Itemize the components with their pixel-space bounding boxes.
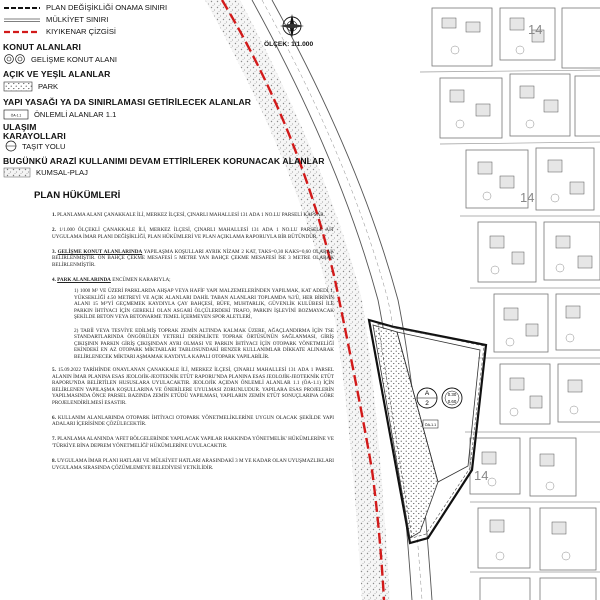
legend-onama-siniri: PLAN DEĞİŞİKLİĞİ ONAMA SINIRI (46, 3, 168, 12)
gelisme-konut-symbol (5, 55, 25, 64)
streets (420, 70, 600, 572)
note-5: 5. 15.09.2022 TARİHİNDE ONAYLANAN ÇANAKKALE İLİ, MERKEZ İLÇESİ, ÇINARLI MAHALLESİ 131 ADA 1 PARSEL ALANIN İMAR PLANINA ESAS JEOLOJİK-JEOTEKNİK ETÜT RAPORU'NDA PLANINA ESAS JEOLOJİK-JEOTEKNİK ETÜT RAPORU'NDA BELİRTİLEN HUSUSLARA UYULACAKTIR. JEOLOJİK AÇIDAN ÖNLEMLİ ALANLAR 1.1 (ÖA-1.1) İÇİN BELİRLENEN YAPILAŞMA KOŞULLARINA VE ÖNERİLERE UYULMASI ZORUNLUDUR. YAPILARA ESAS PROJELERİN YAPILMASINDA ÖNCE PARSEL BAZINDA ZEMİN ETÜDÜ YAPILMASI, YAPILARIN ZEMİN ETÜT SONUÇLARINA GÖRE PROJELENDİRİLMESİ ESASTIR. (52, 367, 334, 406)
zone-code-2: 2 (425, 400, 429, 407)
legend-symbols (4, 8, 40, 177)
note-7: 7. PLANLAMA ALANINDA 'AFET BÖLGELERİNDE YAPILACAK YAPILAR HAKKINDA YÖNETMELİK' HÜKÜMLERİNE VE 'TÜRKİYE BİNA DEPREM YÖNETMELİĞİ' HÜKÜMLERİNE UYULACAKTIR. (52, 436, 334, 449)
note-1: 1. PLANLAMA ALANI ÇANAKKALE İLİ, MERKEZ İLÇESİ, ÇINARLI MAHALLESİ 131 ADA 1 NO.LU PARSELİ KAPSAR. (52, 212, 325, 218)
house-footprints (442, 18, 592, 534)
svg-text:ÖA-1.1: ÖA-1.1 (10, 113, 22, 118)
legend-park: PARK (38, 82, 59, 91)
zone-symbol (417, 388, 437, 408)
note-4: 4. PARK ALANLARINDA ENCÜMEN KARARIYLA; (52, 276, 171, 283)
park-symbol (4, 82, 32, 91)
tasit-yolu-symbol (6, 141, 16, 151)
note-4-sub-1: 1) 1000 M² VE ÜZERİ PARKLARDA AHŞAP VEYA HAFİF YAPI MALZEMELERİNDEN YAPILMAK, KAT ADEDİ 1, YÜKSEKLİĞİ 4.50 METREYİ VE AÇIK ALANLARI DAHİL TABAN ALANLARI TOPLAMDA %3'Ü, HER BİRİNİN ALANI 15 M²'Yİ GEÇMEMEK KAYDIYLA ÇAY BAHÇESİ, BÜFE, MUHTARLIK, GÜVENLİK KULÜBESİ İLE PARKIN İHTİYACI İÇİN GEREKLİ OLAN ASGARİ ÖLÇÜLERDEKİ TRAFO, PARKIN İŞLEVİNİ BOZMAYACAK ŞEKİLDE BETON VEYA BETONARME TEMEL İÇERMEYEN SPOR ALETLERİ, (74, 288, 334, 321)
zone-code-1: A (424, 390, 430, 397)
note-8: 8. UYGULAMA İMAR PLANI HATLARI VE MÜLKİYET HATLARI ARASINDAKİ 3 M YE KADAR OLAN UYUŞMAZLIKLARI UYGULAMA SIRASINDA ÇÖZÜMLEMEYE BELEDİYESİ YETKİLİDİR. (52, 458, 334, 471)
scale-label: ÖLÇEK: 1/1.000 (264, 41, 314, 48)
parcel-number: 14 (520, 190, 535, 205)
legend-tasit-yolu: TAŞIT YOLU (22, 142, 66, 151)
legend-kiyikenar: KIYIKENAR ÇİZGİSİ (46, 27, 117, 36)
parcel-number: 14 (474, 468, 489, 483)
legend-konut-title: KONUT ALANLARI (3, 42, 81, 52)
taks-value: 0.30 (447, 392, 457, 397)
kumsal-symbol (4, 168, 30, 177)
legend-kumsal-plaj: KUMSAL-PLAJ (36, 168, 88, 177)
parcel-number: 14 (528, 22, 543, 37)
legend-karayollari-title: KARAYOLLARI (3, 131, 66, 141)
hazard-zone-label: ÖA-1.1 (424, 423, 437, 427)
hazard-zone-tag (423, 420, 438, 428)
north-arrow-icon (280, 14, 304, 38)
legend-yapi-yasagi-title: YAPI YASAĞI YA DA SINIRLAMASI GETİRİLECEK ALANLAR (3, 97, 252, 107)
note-2: 2. 1/1.000 ÖLÇEKLİ ÇANAKKALE İLİ, MERKEZ İLÇESİ, ÇINARLI MAHALLESİ 131 ADA 1 NO.LU PARSELE AİT UYGULAMA İMAR PLANI DEĞİŞİKLİĞİ, PLAN HÜKÜMLERİ VE PLAN AÇIKLAMA RAPORUYLA BİR BÜTÜNDÜR. (52, 227, 335, 240)
legend-gelisme-konut: GELİŞME KONUT ALANI (31, 55, 117, 64)
legend-bugunku-arazi-title: BUGÜNKÜ ARAZİ KULLANIMI DEVAM ETTİRİLEREK KORUNACAK ALANLAR (3, 156, 325, 166)
legend-ulasim-title: ULAŞIM (3, 122, 37, 132)
plan-notes (52, 212, 334, 480)
note-4-sub-2: 2) TABİİ VEYA TESVİYE EDİLMİŞ TOPRAK ZEMİN ALTINDA KALMAK ÜZERE, AĞAÇLANDIRMA İÇİN TSE STANDARTLARINDA ÖNGÖRÜLEN YETERLİ DERİNLİKTE TOPRAK ÖRTÜSÜNÜN SAĞLANMASI, GİRİŞ ÇIKIŞININ PARKIN GİRİŞ ÇIKIŞINDAN AYRI OLMASI VE PARKIN İHTİYACI İÇİN OTOPARK YÖNETMELİĞİ EKİNDEKİ EN AZ OTOPARK MİKTARLARI TABLOSUNDAKİ BENZER KULLANIMLAR DİKKATE ALINARAK BELİRLENECEK MİKTARI AŞMAMAK KAYDIYLA KAPALI OTOPARK YAPILABİLİR. (74, 327, 334, 360)
note-3: 3. GELİŞME KONUT ALANLARINDA YAPILAŞMA KOŞULLARI AYRIK NİZAM 2 KAT, TAKS=0,30 KAKS=0,60 OLARAK BELİRLENMİŞTİR. ÖN BAHÇE ÇEKME MESAFESİ 5 METRE YAN BAHÇE ÇEKME MESAFESİ İSE 3 METRE OLARAK BELİRLENMİŞTİR. (52, 248, 334, 268)
kaks-value: 0.60 (447, 399, 457, 404)
legend-onlemli-alan: ÖNLEMLİ ALANLAR 1.1 (34, 110, 117, 119)
taks-kaks-symbol (442, 388, 462, 408)
plan-hukumleri-title: PLAN HÜKÜMLERİ (34, 190, 121, 201)
legend-mulkiyet-siniri: MÜLKİYET SINIRI (46, 15, 109, 24)
note-6: 6. KULLANIM ALANLARINDA OTOPARK İHTİYACI OTOPARK YÖNETMELİKLERİNE UYGUN OLACAK ŞEKİLDE YAPI ADALARI İÇERİSİNDE ÇÖZÜLECEKTİR. (52, 414, 334, 428)
legend-acik-yesil-title: AÇIK VE YEŞİL ALANLAR (3, 69, 111, 79)
